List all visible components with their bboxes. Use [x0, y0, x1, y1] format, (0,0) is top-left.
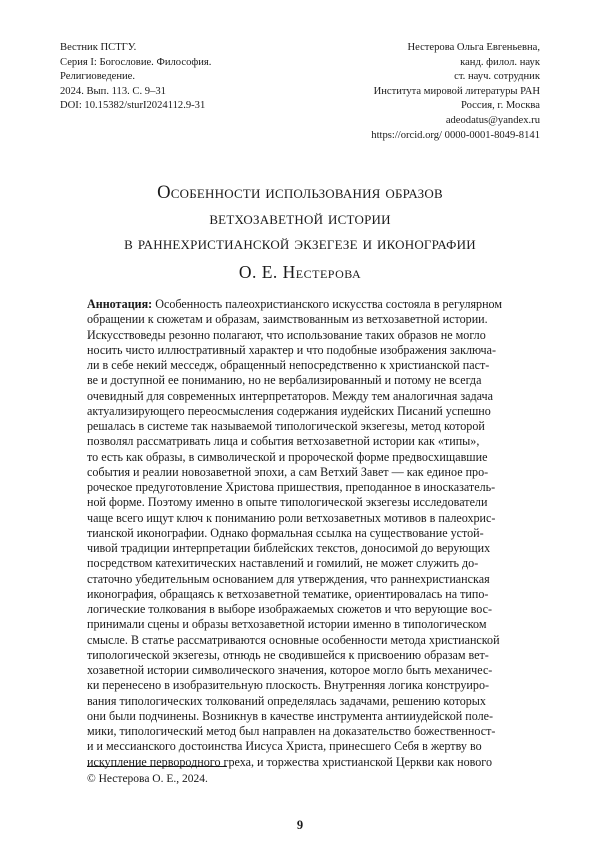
abstract-text: Особенность палеохристианского искусства состояла в регулярном: [152, 297, 503, 311]
abstract-line: ве и доступной ее пониманию, но не вербализированный и потому не всегда: [87, 373, 482, 388]
author-info-line: ст. науч. сотрудник: [454, 71, 540, 83]
author-email: adeodatus@yandex.ru: [445, 114, 540, 126]
title-line: в раннехристианской экзегезе и иконографии: [124, 233, 476, 254]
abstract-line: Искусствоведы резонно полагают, что использование таких образов не могло: [87, 327, 486, 342]
abstract-line: принимали сцены и образы ветхозаветной истории именно в типологическом: [87, 617, 487, 632]
abstract-line: вания типологических толкований определялась задачами, решению которых: [87, 693, 486, 708]
author-orcid: https://orcid.org/ 0000-0001-8049-8141: [371, 129, 540, 141]
abstract-line: обращении к сюжетам и образам, заимствованным из ветхозаветной истории.: [87, 312, 488, 327]
abstract-line: актуализирующего переосмысления содержания иудейских Писаний успешно: [87, 403, 491, 418]
abstract-line: типологической экзегезы, отнюдь не сводившейся к присвоению образам вет-: [87, 647, 489, 662]
abstract-line: логические толкования в выборе изображаемых сюжетов и что верующие вос-: [87, 602, 492, 616]
abstract-line: тианской иконографии. Однако формальная ссылка на существование устой-: [87, 525, 484, 540]
abstract-line: очевидный для современных интерпретаторов. Между тем аналогичная задача: [87, 388, 493, 403]
abstract-line: [87, 297, 514, 312]
article-author: О. Е. Нестерова: [238, 262, 362, 282]
abstract-label: Аннотация:: [87, 297, 153, 311]
abstract-line: позволял рассматривать лица и события ветхозаветной истории как «типы»,: [87, 434, 480, 449]
abstract-line: они были подчинены. Возникнув в качестве инструмента антииудейской поле-: [87, 708, 494, 723]
abstract-line: иконография, обращаясь к ветхозаветной тематике, ориентировалась на типо-: [87, 586, 489, 601]
abstract-line: решалась в системе так называемой типологической экзегезы, метод которой: [87, 419, 485, 433]
copyright-footnote: © Нестерова О. Е., 2024.: [87, 773, 208, 785]
footnote-divider: [87, 766, 227, 767]
journal-info-line: Вестник ПСТГУ.: [60, 42, 137, 53]
abstract-line: носить чисто иллюстративный характер и что подобные изображения заключа-: [87, 342, 497, 357]
abstract-line: рочеcкое предуготовление Христова пришествия, преподанное в иносказатель-: [87, 480, 496, 494]
abstract-line: чивой традиции интерпретации библейских текстов, доносимой до верующих: [87, 541, 491, 555]
journal-info-line: Серия I: Богословие. Философия.: [60, 56, 212, 68]
abstract-line: хозаветной истории символического значения, которое могло быть механичес-: [87, 663, 493, 677]
author-info: [240, 41, 540, 143]
abstract-line: ной форме. Поэтому именно в опыте типологической экзегезы исследователи: [87, 495, 488, 510]
author-info-line: канд. филол. наук: [460, 56, 540, 68]
abstract-line: искупление первородного греха, и торжества христианской Церкви как нового: [87, 754, 492, 769]
author-info-line: Института мировой литературы РАН: [373, 85, 540, 97]
journal-info-line: Религиоведение.: [60, 71, 136, 83]
journal-info-line: 2024. Вып. 113. С. 9–31: [60, 85, 166, 97]
abstract-line: события и реалии новозаветной эпохи, а сам Ветхий Завет — как единое про-: [87, 464, 489, 479]
author-info-line: Нестерова Ольга Евгеньевна,: [407, 42, 540, 53]
title-line: Особенности использования образов: [157, 182, 443, 203]
abstract-line: чаще всего ищут ключ к пониманию роли ветхозаветных мотивов в палеохрис-: [87, 510, 496, 525]
abstract-line: ки перенесено в изобразительную плоскость. Внутренняя логика конструиро-: [87, 678, 490, 693]
article-title: [60, 180, 540, 257]
abstract-line: и и мессианского достоинства Иисуса Христа, принесшего Себя в жертву во: [87, 739, 482, 754]
doi-line: DOI: 10.15382/sturI2024112.9-31: [60, 100, 206, 112]
abstract-line: статочно убедительным основанием для утверждения, что раннехристианская: [87, 571, 490, 586]
title-line: ветхозаветной истории: [209, 207, 391, 229]
author-info-line: Россия, г. Москва: [460, 100, 540, 112]
page-number: 9: [296, 818, 304, 832]
abstract: [87, 297, 514, 770]
abstract-line: смысле. В статье рассматриваются основные особенности метода христианской: [87, 632, 500, 647]
abstract-line: посредством катехитических наставлений и гомилий, не может служить до-: [87, 556, 479, 571]
abstract-line: мики, типологический метод был направлен на доказательство божественност-: [87, 724, 496, 738]
abstract-line: то есть как образы, в символической и пророческой форме предвосхищавшие: [87, 449, 488, 464]
abstract-line: ли в себе некий месседж, обращенный непосредственно к христианской паст-: [87, 358, 490, 372]
